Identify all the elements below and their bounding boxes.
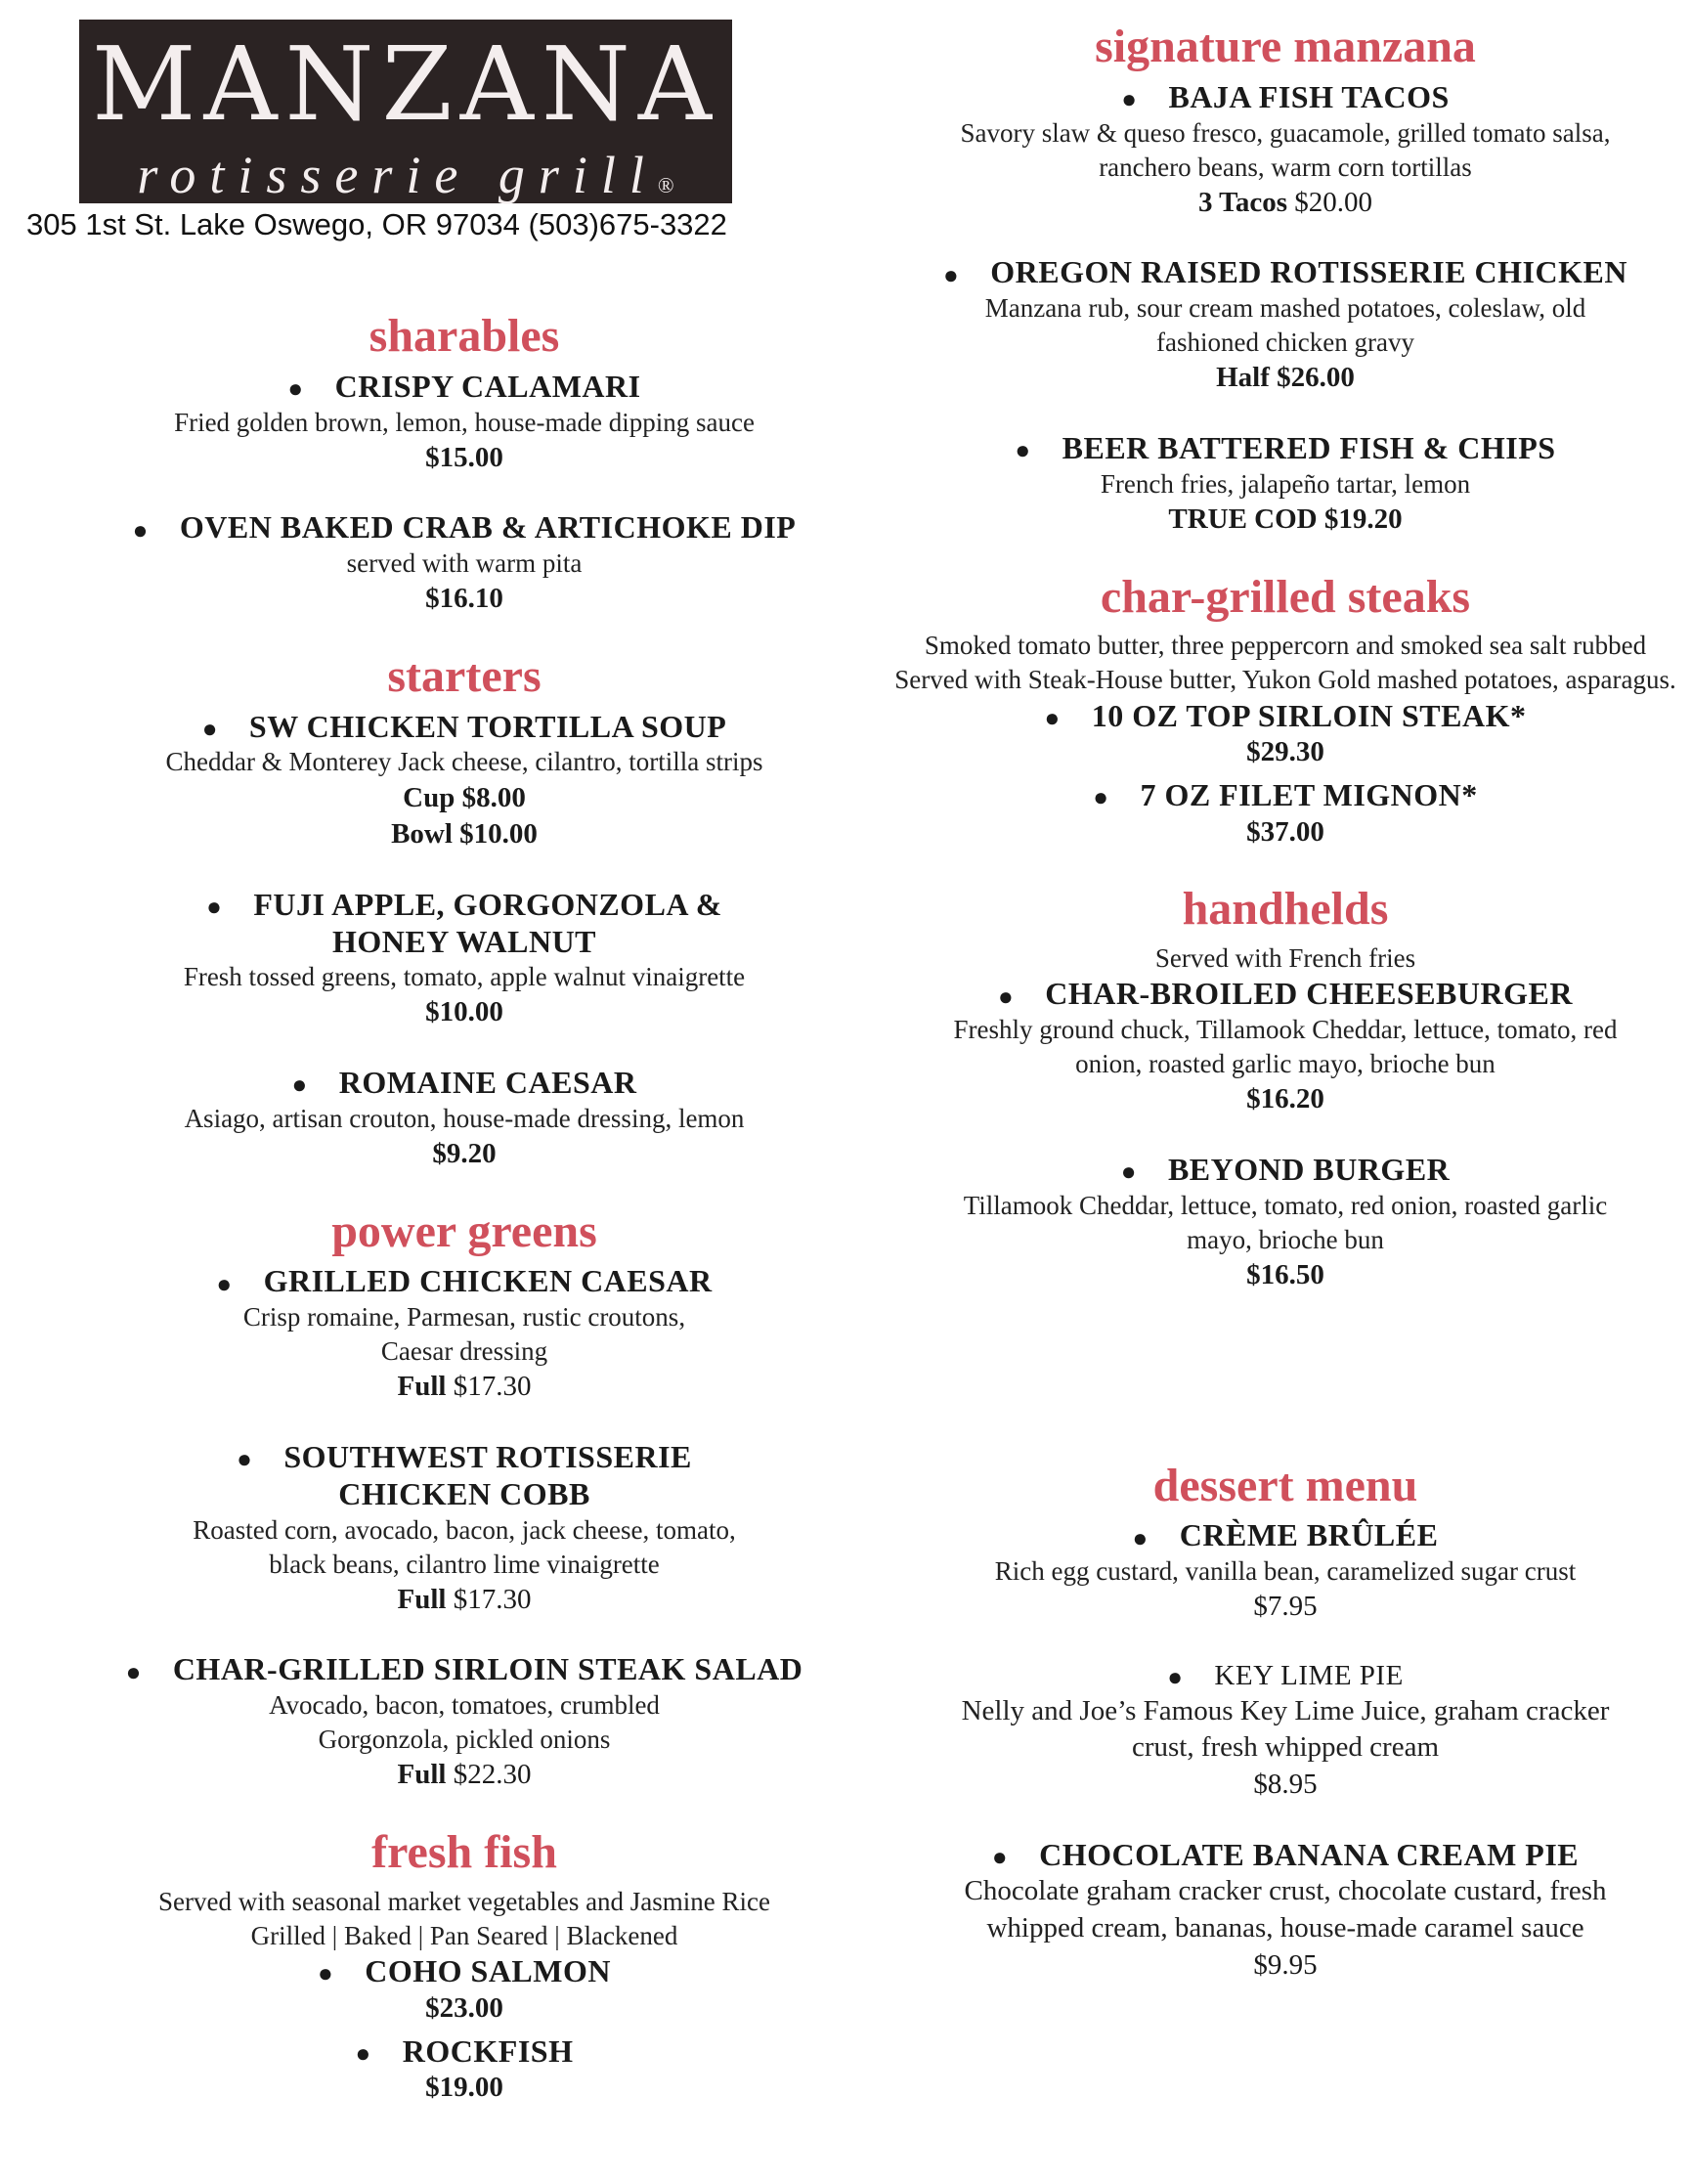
item-description: Fresh tossed greens, tomato, apple walnut vinaigrette — [183, 962, 746, 992]
bullet-icon: ● — [1093, 783, 1109, 812]
item-price: $19.00 — [425, 2072, 503, 2104]
item-description: Cheddar & Monterey Jack cheese, cilantro, tortilla strips — [165, 747, 763, 777]
bullet-icon: ● — [216, 1269, 233, 1298]
item-name-text: 7 OZ FILET MIGNON* — [1140, 777, 1478, 812]
item-name — [59, 509, 870, 546]
section-title: power greens — [331, 1204, 597, 1257]
menu-item — [59, 1953, 870, 2027]
price-label: Full — [397, 1371, 447, 1403]
menu-item — [59, 369, 870, 477]
bullet-icon: ● — [1015, 436, 1031, 465]
price-amount: $20.00 — [1294, 186, 1373, 218]
item-price: $9.95 — [1253, 1948, 1318, 1981]
item-price: $16.20 — [1246, 1083, 1324, 1115]
bullet-icon: ● — [201, 714, 218, 743]
item-description: Roasted corn, avocado, bacon, jack cheese, tomato, black beans, cilantro lime vinaigrette — [193, 1514, 736, 1579]
item-description: Rich egg custard, vanilla bean, caramelized sugar crust — [994, 1556, 1577, 1587]
item-name — [59, 2033, 870, 2071]
item-name — [894, 79, 1676, 116]
section-power-greens — [59, 1206, 870, 1794]
menu-item — [894, 79, 1676, 222]
price-amount: $19.20 — [1323, 502, 1403, 535]
bullet-icon: ● — [125, 1657, 142, 1686]
bullet-icon: ● — [287, 374, 304, 404]
item-name-text: CHOCOLATE BANANA CREAM PIE — [1039, 1836, 1580, 1872]
item-price: $9.20 — [432, 1138, 497, 1169]
price-label: Half — [1216, 362, 1270, 394]
item-name — [894, 777, 1676, 814]
menu-item — [59, 1651, 870, 1794]
section-title: char-grilled steaks — [1100, 570, 1471, 623]
item-name — [894, 976, 1676, 1013]
item-price — [59, 1757, 870, 1794]
menu-item — [59, 1439, 870, 1618]
item-name — [59, 1065, 870, 1102]
section-title: starters — [387, 649, 542, 702]
item-name — [894, 1152, 1676, 1189]
menu-item — [59, 709, 870, 853]
section-sharables — [59, 311, 870, 618]
item-name — [59, 1439, 870, 1513]
item-name — [59, 887, 870, 961]
item-name-text: OVEN BAKED CRAB & ARTICHOKE DIP — [179, 509, 797, 546]
item-name — [894, 1517, 1676, 1554]
brand-logo — [79, 20, 732, 203]
item-name-text: KEY LIME PIE — [1214, 1659, 1404, 1691]
section-intro: Served with French fries — [1154, 943, 1416, 974]
section-dessert — [894, 1461, 1676, 1985]
section-intro: Smoked tomato butter, three peppercorn and smoked sea salt rubbed — [924, 631, 1647, 661]
menu-item — [894, 1152, 1676, 1294]
price-amount: $22.30 — [453, 1759, 532, 1791]
item-name-text: CRISPY CALAMARI — [334, 368, 641, 404]
bullet-icon: ● — [943, 260, 960, 289]
price-label: Full — [397, 1759, 447, 1791]
bullet-icon: ● — [991, 1842, 1009, 1871]
menu-item — [59, 1065, 870, 1173]
section-starters — [59, 651, 870, 1173]
brand-name: MANZANA — [91, 24, 720, 144]
item-description: Fried golden brown, lemon, house-made dipping sauce — [174, 407, 755, 437]
item-description: Freshly ground chuck, Tillamook Cheddar, lettuce, tomato, red onion, roasted garlic mayo, brioche bun — [953, 1015, 1618, 1079]
item-description: Tillamook Cheddar, lettuce, tomato, red onion, roasted garlic mayo, brioche bun — [963, 1190, 1608, 1254]
item-price: $7.95 — [1253, 1591, 1318, 1623]
price-label: TRUE COD — [1168, 502, 1318, 535]
item-price: $16.10 — [425, 583, 503, 615]
item-description: served with warm pita — [346, 548, 583, 579]
item-description: Crisp romaine, Parmesan, rustic croutons, Caesar dressing — [242, 1302, 686, 1367]
bullet-icon: ● — [1132, 1523, 1149, 1552]
item-price — [894, 185, 1676, 222]
item-price: $15.00 — [425, 441, 503, 473]
bullet-icon: ● — [998, 982, 1015, 1011]
bullet-icon: ● — [237, 1445, 253, 1474]
menu-item — [894, 698, 1676, 771]
item-name — [59, 369, 870, 406]
section-handhelds — [894, 884, 1676, 1293]
menu-item — [894, 1659, 1676, 1804]
item-description: Savory slaw & queso fresco, guacamole, grilled tomato salsa, ranchero beans, warm corn tortillas — [960, 117, 1611, 182]
item-price: $37.00 — [1246, 815, 1324, 848]
bullet-icon: ● — [291, 1070, 308, 1100]
menu-item — [894, 254, 1676, 397]
section-intro-sides: Served with Steak-House butter, Yukon Gold mashed potatoes, asparagus. — [894, 665, 1676, 695]
menu-item — [59, 1263, 870, 1406]
item-price — [894, 360, 1676, 397]
item-description: Manzana rub, sour cream mashed potatoes, coleslaw, old fashioned chicken gravy — [984, 293, 1586, 358]
item-name — [894, 698, 1676, 735]
bullet-icon: ● — [1044, 703, 1061, 732]
item-name-text: FUJI APPLE, GORGONZOLA & HONEY WALNUT — [253, 886, 722, 959]
item-name-text: CRÈME BRÛLÉE — [1179, 1517, 1439, 1553]
item-price: $23.00 — [425, 1991, 503, 2024]
section-intro: Served with seasonal market vegetables and Jasmine Rice — [157, 1886, 771, 1916]
item-price — [59, 1582, 870, 1619]
bullet-icon: ● — [206, 893, 223, 922]
item-description: Nelly and Joe’s Famous Key Lime Juice, graham cracker crust, fresh whipped cream — [961, 1694, 1610, 1764]
brand-tagline-text: rotisserie grill — [137, 146, 658, 204]
section-steaks — [894, 572, 1676, 852]
section-fresh-fish — [59, 1827, 870, 2107]
item-price: $29.30 — [1246, 736, 1324, 768]
menu-item — [894, 976, 1676, 1118]
item-name — [894, 430, 1676, 467]
bullet-icon: ● — [1167, 1662, 1184, 1691]
item-name — [59, 1263, 870, 1300]
item-name-text: BEER BATTERED FISH & CHIPS — [1062, 430, 1556, 466]
item-name-text: COHO SALMON — [365, 1953, 611, 1989]
bullet-icon: ● — [1120, 1158, 1137, 1187]
item-price: $16.50 — [1246, 1258, 1324, 1290]
item-price — [894, 502, 1676, 539]
section-title: handhelds — [1182, 883, 1389, 936]
bullet-icon: ● — [318, 1959, 334, 1988]
item-name — [894, 1659, 1676, 1693]
item-price-cup: Cup $8.00 — [403, 781, 526, 813]
item-name — [894, 254, 1676, 291]
restaurant-address: 305 1st St. Lake Oswego, OR 97034 (503)675-3322 — [26, 207, 727, 241]
item-name-text: ROCKFISH — [402, 2032, 574, 2069]
item-name-text: OREGON RAISED ROTISSERIE CHICKEN — [990, 254, 1627, 290]
left-column — [59, 311, 870, 2128]
menu-item — [59, 2033, 870, 2107]
item-name-text: BEYOND BURGER — [1167, 1151, 1451, 1187]
section-title: fresh fish — [371, 1826, 557, 1879]
item-description: French fries, jalapeño tartar, lemon — [1100, 468, 1471, 499]
item-name-text: SW CHICKEN TORTILLA SOUP — [248, 708, 727, 744]
bullet-icon: ● — [355, 2038, 371, 2068]
item-name-text: CHAR-GRILLED SIRLOIN STEAK SALAD — [172, 1651, 803, 1687]
item-name — [59, 1953, 870, 1990]
right-column — [894, 22, 1676, 2017]
price-amount: $26.00 — [1277, 362, 1355, 394]
menu-item — [894, 1517, 1676, 1626]
item-name-text: CHAR-BROILED CHEESEBURGER — [1045, 976, 1573, 1012]
item-name — [59, 1651, 870, 1688]
item-name-text: 10 OZ TOP SIRLOIN STEAK* — [1091, 697, 1527, 733]
price-label: 3 Tacos — [1197, 186, 1288, 218]
item-price-bowl: Bowl $10.00 — [391, 818, 538, 851]
menu-item — [894, 777, 1676, 851]
item-name-text: BAJA FISH TACOS — [1168, 78, 1450, 114]
item-name — [59, 709, 870, 746]
section-signature — [894, 22, 1676, 539]
menu-item — [894, 430, 1676, 539]
item-description: Chocolate graham cracker crust, chocolate custard, fresh whipped cream, bananas, house-made caramel sauce — [964, 1875, 1607, 1944]
section-title: sharables — [369, 310, 560, 362]
section-intro-methods: Grilled | Baked | Pan Seared | Blackened — [250, 1921, 678, 1950]
item-name-text: GRILLED CHICKEN CAESAR — [263, 1263, 713, 1299]
menu-item — [59, 887, 870, 1031]
item-price: $10.00 — [425, 996, 503, 1028]
price-amount: $17.30 — [453, 1371, 532, 1403]
item-price: $8.95 — [1253, 1768, 1318, 1800]
menu-item — [59, 509, 870, 618]
price-label: Full — [397, 1583, 447, 1615]
menu-item — [894, 1837, 1676, 1985]
item-name-text: ROMAINE CAESAR — [338, 1065, 637, 1101]
registered-mark: ® — [657, 173, 674, 197]
section-title: signature manzana — [1095, 21, 1476, 72]
item-name — [894, 1837, 1676, 1874]
price-amount: $17.30 — [453, 1583, 532, 1615]
item-description: Asiago, artisan crouton, house-made dressing, lemon — [184, 1103, 745, 1133]
item-price — [59, 1369, 870, 1406]
bullet-icon: ● — [132, 515, 149, 545]
item-description: Avocado, bacon, tomatoes, crumbled Gorgonzola, pickled onions — [269, 1690, 660, 1755]
bullet-icon: ● — [1121, 85, 1138, 114]
brand-tagline — [79, 145, 732, 205]
section-title: dessert menu — [1152, 1459, 1418, 1511]
item-name-text: SOUTHWEST ROTISSERIE CHICKEN COBB — [283, 1439, 692, 1511]
